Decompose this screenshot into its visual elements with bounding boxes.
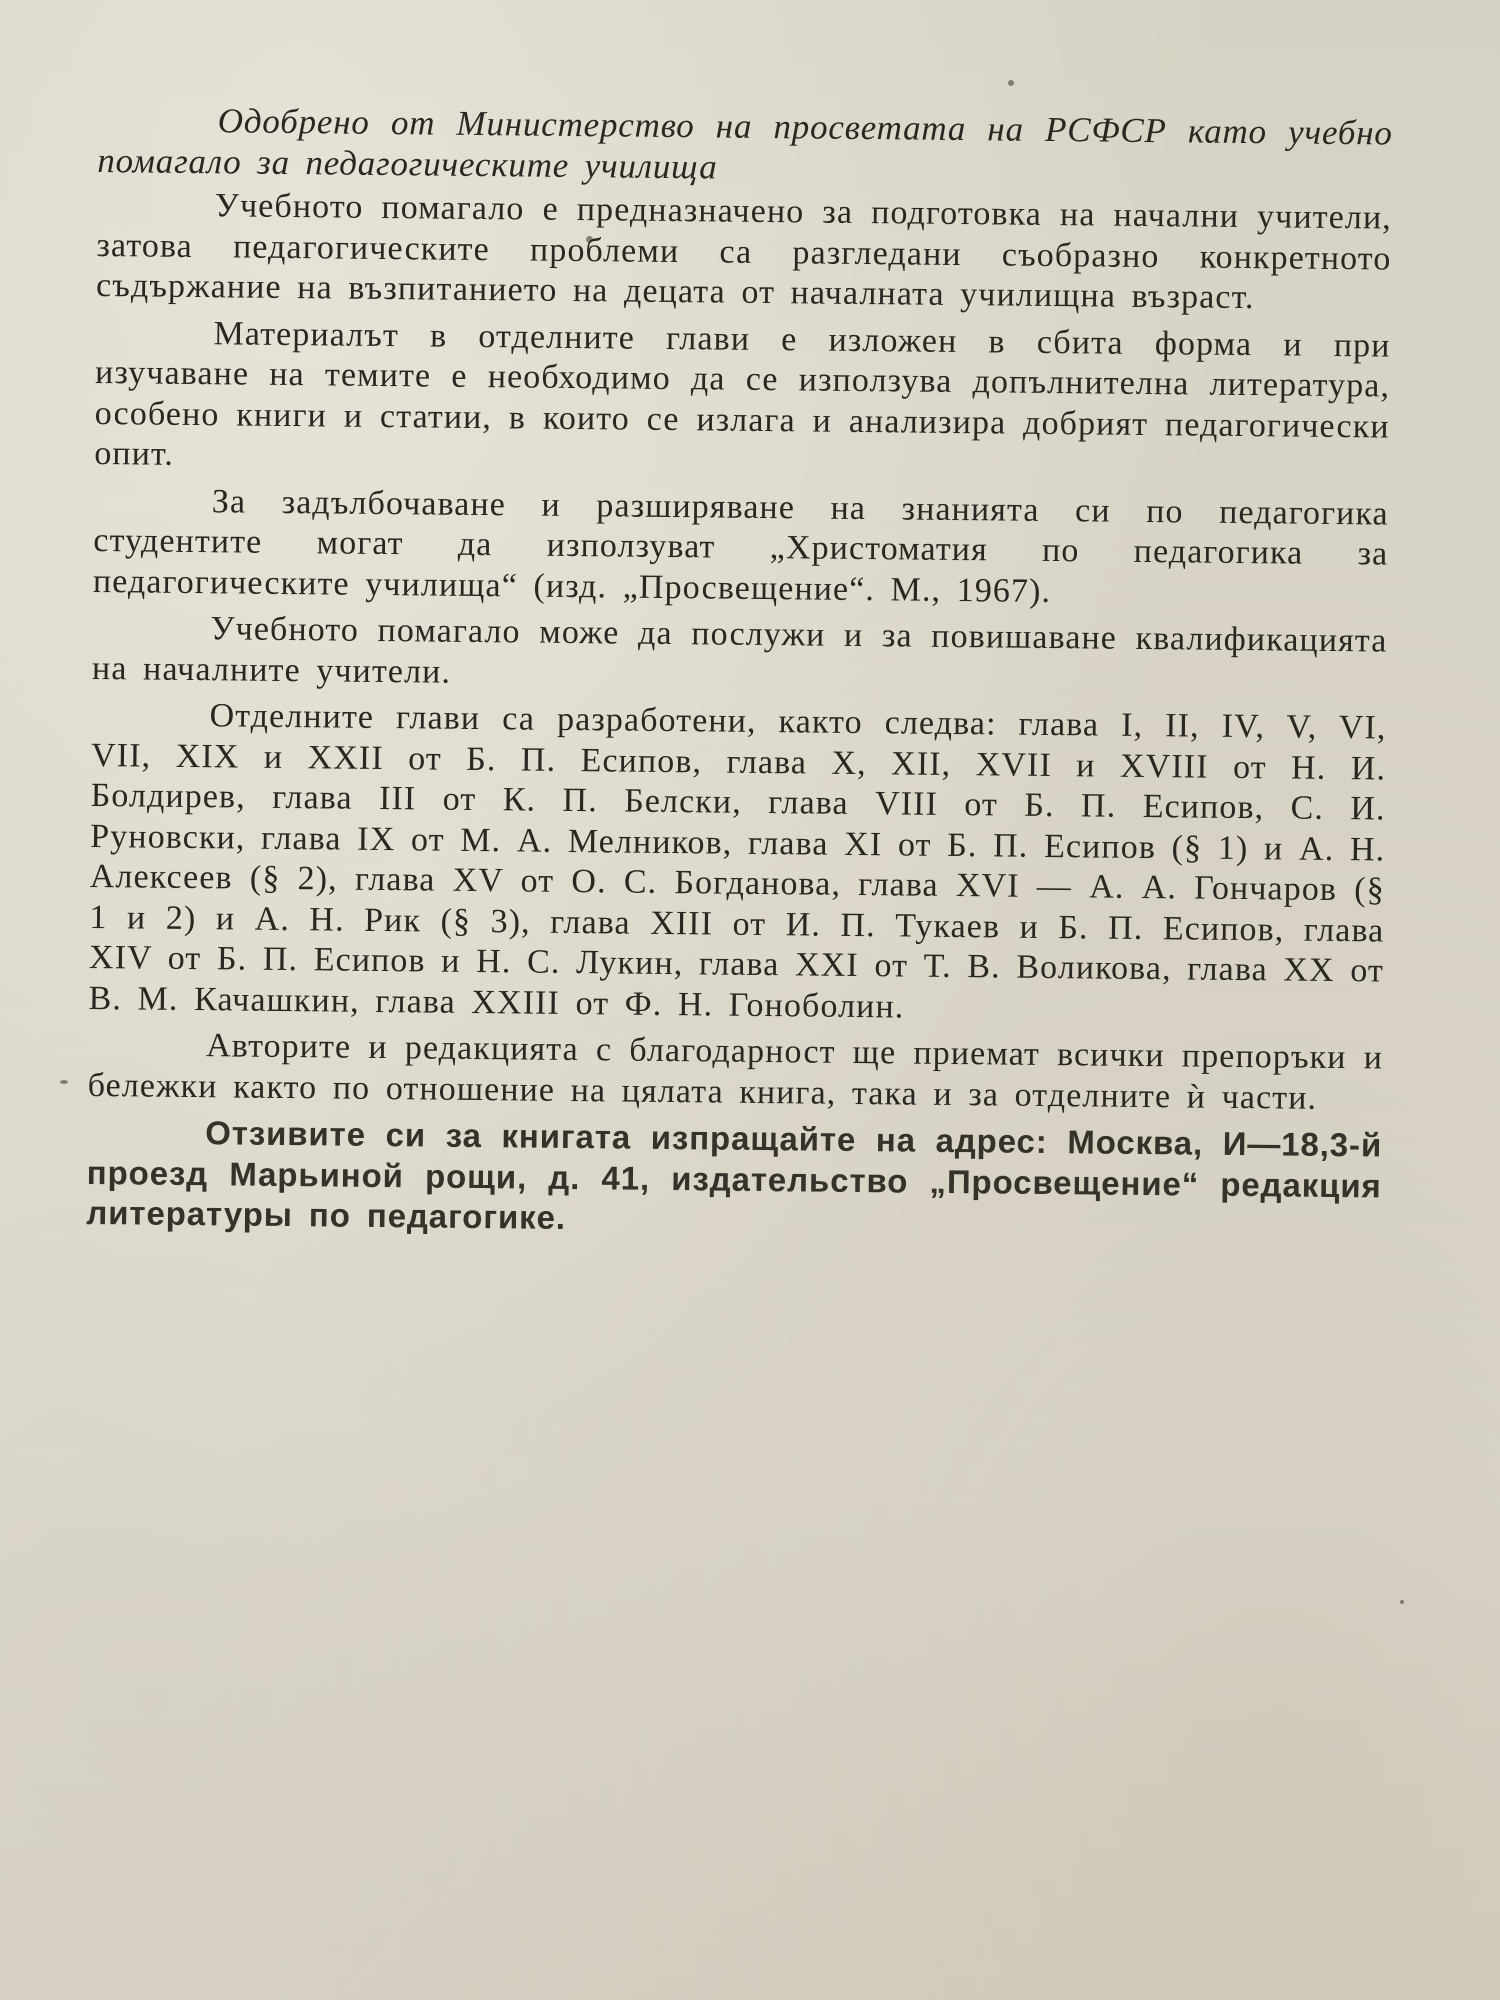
paragraph-material: Материалът в отделните глави е изложен в сбита форма и при изучаване на темите е необходимо да се използува допълнителна литература, особено книги и статии, в които се излага и анализира добрият педагогически опит. (94, 314, 1391, 473)
paragraph-qualification: Учебното помагало може да послужи и за повишаване квалификацията на началните учители. (91, 610, 1388, 691)
paragraph-feedback: Авторите и редакцията с благодарност ще приемат всички препоръки и бележки както по отношение на цялата книга, така и за отделните ѝ части. (87, 1027, 1384, 1117)
paragraph-address: Отзивите си за книгата изпращайте на адрес: Москва, И—18,3-й проезд Марьиной рощи, д. 41, издательство „Просвещение“ редакция литературы по педагогике. (86, 1114, 1383, 1236)
page-text (86, 100, 1393, 1253)
approval-note: Одобрено от Министерство на просветата на РСФСР като учебно помагало за педагогическите училища (97, 101, 1393, 186)
paragraph-purpose: Учебното помагало е предназначено за подготовка на начални учители, затова педагогическите проблеми са разгледани съобразно конкретното съдържание на възпитанието на децата от началната училищна възраст. (95, 187, 1393, 317)
ink-speck (60, 1080, 68, 1084)
ink-speck (1400, 1600, 1404, 1604)
ink-speck (1008, 80, 1014, 86)
paragraph-reader: За задълбочаване и разширяване на знанията си по педагогика студентите могат да използуват „Христоматия по педагогика за педагогическите училища“ (изд. „Просвещение“. М., 1967). (92, 482, 1389, 610)
paragraph-authors: Отделните глави са разработени, както следва: глава I, II, IV, V, VI, VII, XIX и XXII от Б. П. Есипов, глава X, XII, XVII и XVIII от Н. И. Болдирев, глава III от К. П. Белски, глава VIII от Б. П. Есипов, С. И. Руновски, глава IX от М. А. Мелников, глава XI от Б. П. Есипов (§ 1) и А. Н. Алексеев (§ 2), глава XV от О. С. Богданова, глава XVI — А. А. Гончаров (§ 1 и 2) и А. Н. Рик (§ 3), глава XIII от И. П. Тукаев и Б. П. Есипов, глава XIV от Б. П. Есипов и Н. С. Лукин, глава XXI от Т. В. Воликова, глава XX от В. М. Качашкин, глава XXIII от Ф. Н. Гоноболин. (88, 697, 1387, 1025)
